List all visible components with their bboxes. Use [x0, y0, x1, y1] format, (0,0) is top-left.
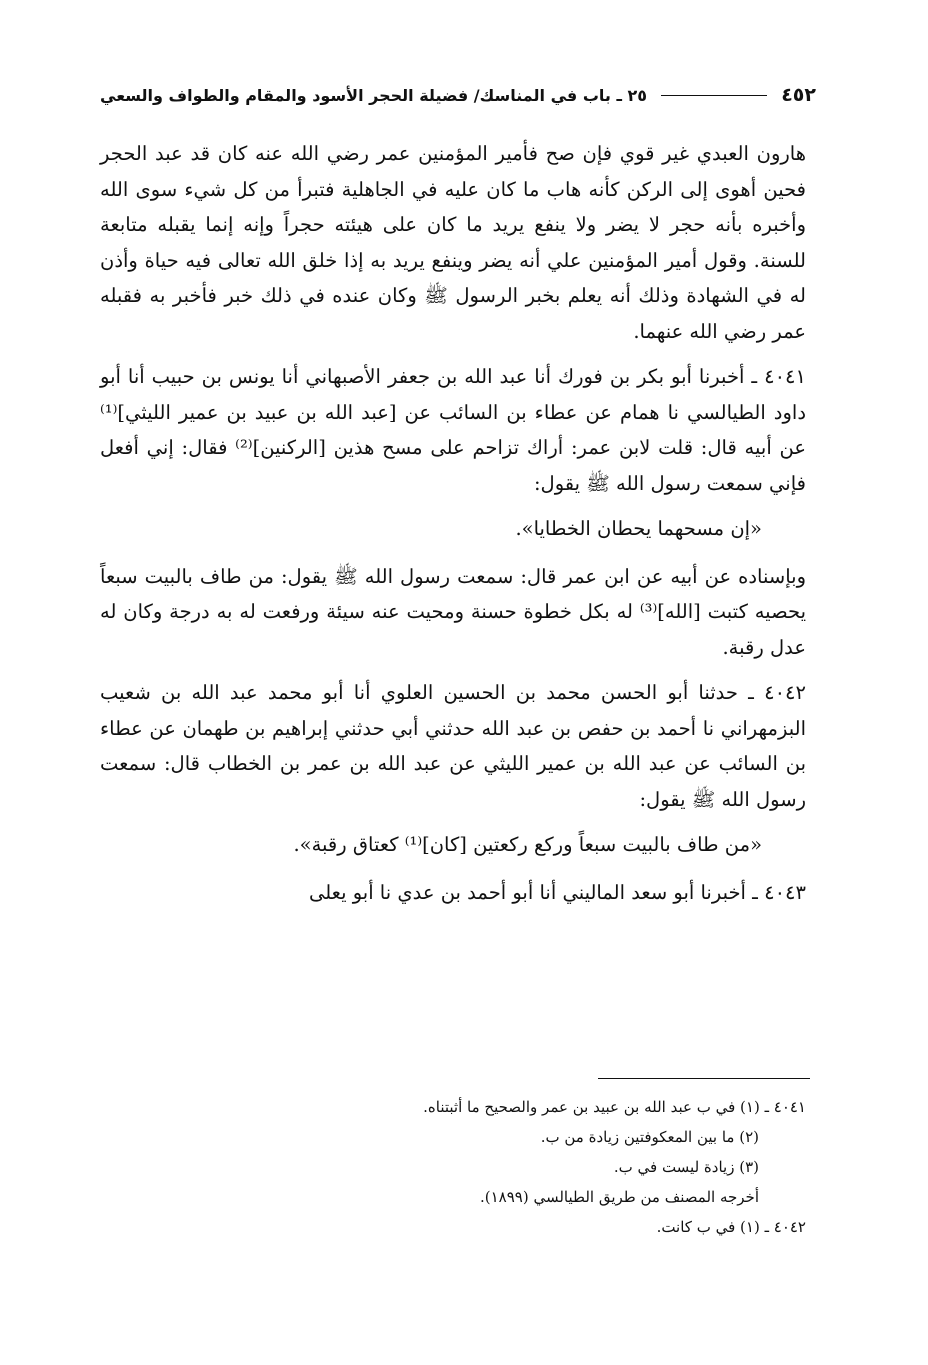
header-rule	[661, 95, 767, 96]
page-number: ٤٥٢	[781, 84, 816, 106]
footnote: ٤٠٤٢ ـ (١) في ب كانت.	[656, 1218, 806, 1236]
paragraph: وبإسناده عن أبيه عن ابن عمر قال: سمعت رسول الله ﷺ يقول: من طاف بالبيت سبعاً يحصيه كتبت [الله]⁽³⁾ له بكل خطوة حسنة ومحيت عنه سيئة ورفعت له به درجة وكان له عدل رقبة.	[100, 564, 806, 659]
hadith-4042: ٤٠٤٢ ـ حدثنا أبو الحسن محمد بن الحسين العلوي أنا أبو محمد عبد الله بن شعيب البزمهراني نا أحمد بن حفص بن عبد الله حدثني أبي حدثني إبراهيم بن طهمان عن عطاء بن السائب عن عبد الله بن عمير الليثي عن عبد الله بن عمر بن الخطاب قال: سمعت رسول الله ﷺ يقول:	[100, 681, 806, 811]
footnote-rule	[598, 1078, 810, 1079]
chapter-title: ٢٥ ـ باب في المناسك/ فضيلة الحجر الأسود والمقام والطواف والسعي	[100, 85, 648, 105]
footnote: (٢) ما بين المعكوفتين زيادة من ب.	[540, 1128, 759, 1146]
footnote: أخرجه المصنف من طريق الطيالسي (١٨٩٩).	[480, 1188, 759, 1206]
running-header	[100, 78, 816, 112]
hadith-quote: «إن مسحهما يحطان الخطايا».	[515, 517, 762, 540]
footnote: ٤٠٤١ ـ (١) في ب عبد الله بن عبيد بن عمر والصحيح ما أثبتناه.	[423, 1098, 806, 1116]
footnote: (٣) زيادة ليست في ب.	[613, 1158, 759, 1176]
hadith-4043: ٤٠٤٣ ـ أخبرنا أبو سعد الماليني أنا أبو أحمد بن عدي نا أبو يعلى	[308, 880, 806, 904]
hadith-4041: ٤٠٤١ ـ أخبرنا أبو بكر بن فورك أنا عبد الله بن جعفر الأصبهاني أنا يونس بن حبيب أنا أبو داود الطيالسي نا همام عن عطاء بن السائب عن [عبد الله بن عبيد بن عمير الليثي]⁽¹⁾ عن أبيه قال: قلت لابن عمر: أراك تزاحم على مسح هذين [الركنين]⁽²⁾ فقال: إني أفعل فإني سمعت رسول الله ﷺ يقول:	[100, 365, 806, 495]
footnotes	[100, 1092, 806, 1242]
body-text	[100, 136, 806, 920]
hadith-quote: «من طاف بالبيت سبعاً وركع ركعتين [كان]⁽¹⁾ كعتاق رقبة».	[293, 833, 762, 856]
paragraph: هارون العبدي غير قوي فإن صح فأمير المؤمنين عمر رضي الله عنه كان قد عبد الحجر فحين أهوى إلى الركن كأنه هاب ما كان عليه في الجاهلية فتبرأ من كل شيء سوى الله وأخبره بأنه حجر لا يضر ولا ينفع يريد ما كان على هيئته حجراً وإنه إنما يقبله متابعة للسنة. وقول أمير المؤمنين علي أنه يضر وينفع يريد به إذا خلق الله تعالى فيه حياة وأذن له في الشهادة وذلك أنه يعلم بخبر الرسول ﷺ وكان عنده في ذلك خبر فأخبر به فقبله عمر رضي الله عنهما.	[100, 142, 806, 343]
